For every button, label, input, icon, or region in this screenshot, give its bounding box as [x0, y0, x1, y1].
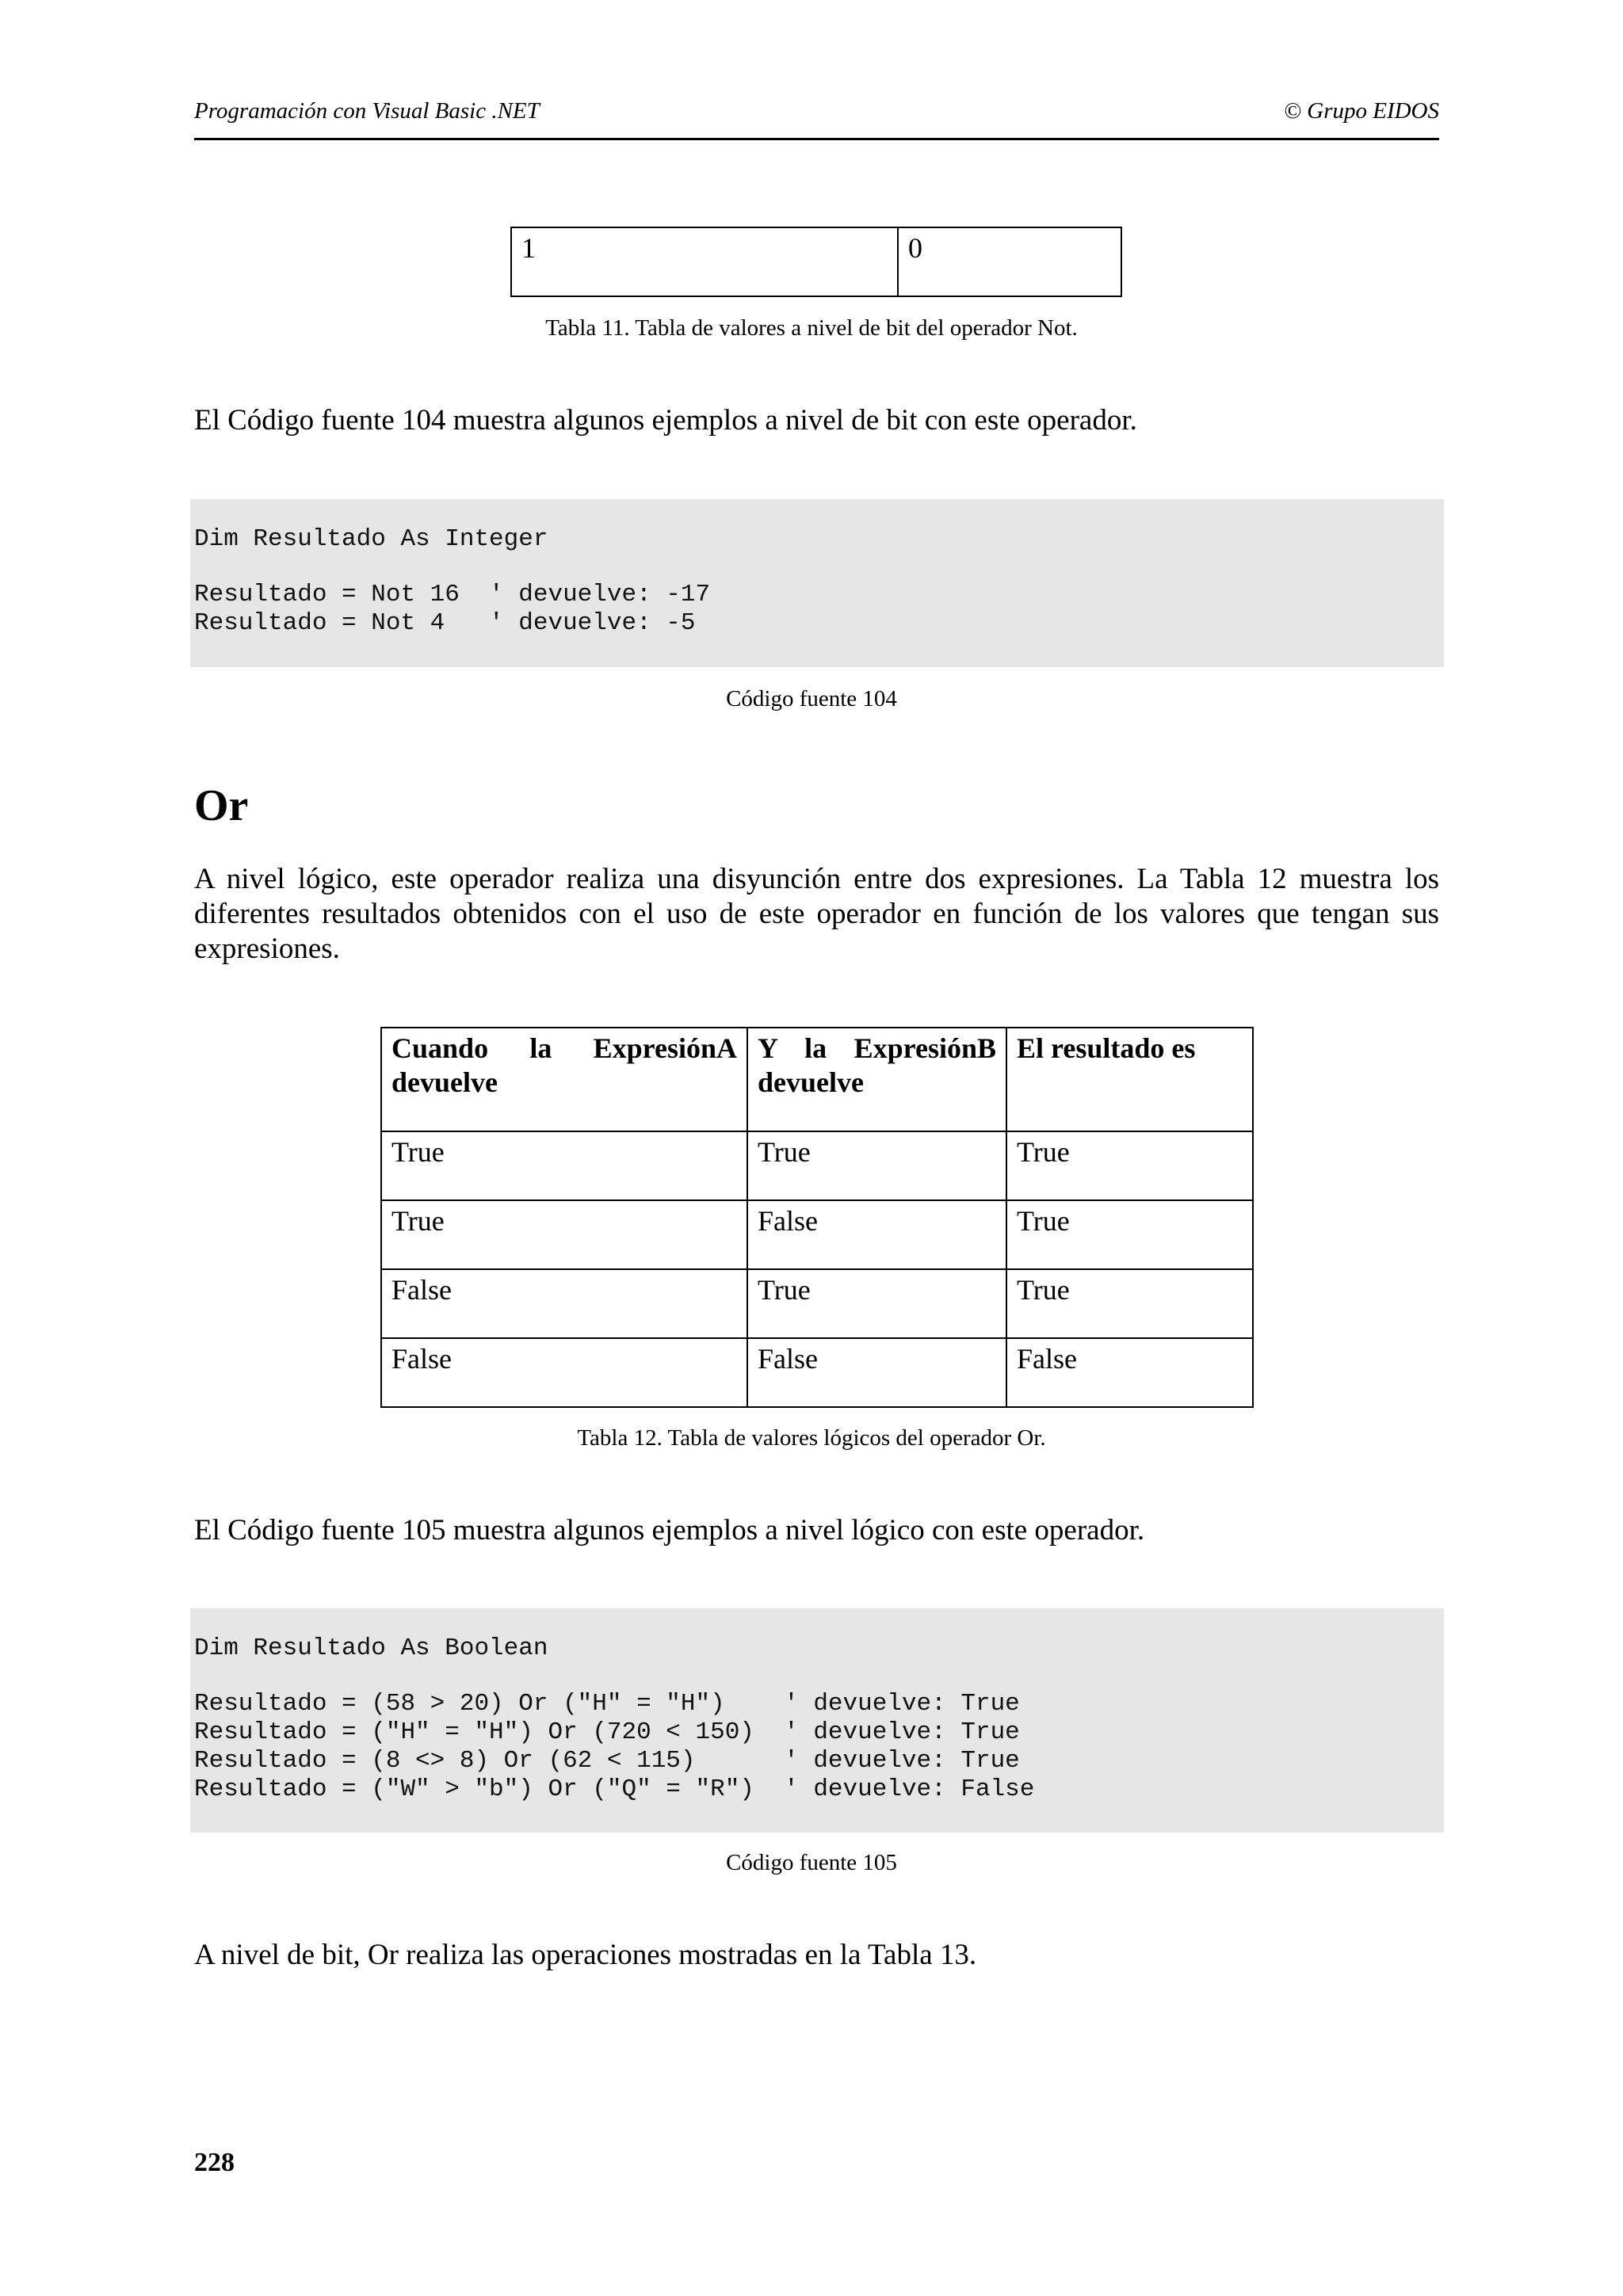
table-header-row [381, 1028, 1253, 1131]
table-cell: True [1006, 1269, 1253, 1338]
paragraph-bit-or: A nivel de bit, Or realiza las operaciones mostradas en la Tabla 13. [194, 1939, 977, 1971]
table-header-cell [381, 1028, 747, 1131]
code-line: Resultado = Not 4 ' devuelve: -5 [194, 609, 696, 637]
table-12-caption: Tabla 12. Tabla de valores lógicos del operador Or. [577, 1425, 1046, 1451]
table-row [381, 1269, 1253, 1338]
table-cell: True [1006, 1200, 1253, 1269]
header-expresion-b: Y la ExpresiónB devuelve [758, 1032, 996, 1098]
table-11-caption: Tabla 11. Tabla de valores a nivel de bit del operador Not. [545, 315, 1078, 341]
code-104-caption: Código fuente 104 [726, 686, 897, 711]
code-block-104 [190, 499, 1444, 667]
code-line: Resultado = ("H" = "H") Or (720 < 150) ' devuelve: True [194, 1718, 1020, 1746]
table-cell: False [1006, 1338, 1253, 1407]
table-cell: True [381, 1131, 747, 1200]
code-line: Resultado = Not 16 ' devuelve: -17 [194, 581, 711, 608]
table-cell: False [747, 1200, 1006, 1269]
table-cell: True [747, 1269, 1006, 1338]
code-line: Resultado = (8 <> 8) Or (62 < 115) ' devuelve: True [194, 1747, 1020, 1775]
section-heading-or: Or [194, 781, 249, 830]
table-cell: False [747, 1338, 1006, 1407]
table-cell: True [1006, 1131, 1253, 1200]
table-12 [380, 1027, 1254, 1408]
table-row [381, 1131, 1253, 1200]
paragraph-codigo-104: El Código fuente 104 muestra algunos ejemplos a nivel de bit con este operador. [194, 404, 1137, 437]
code-line: Dim Resultado As Boolean [194, 1634, 548, 1662]
paragraph-codigo-105: El Código fuente 105 muestra algunos ejemplos a nivel lógico con este operador. [194, 1514, 1145, 1547]
running-header-publisher: © Grupo EIDOS [1283, 98, 1439, 124]
code-line: Resultado = (58 > 20) Or ("H" = "H") ' devuelve: True [194, 1690, 1020, 1718]
page-number: 228 [194, 2148, 235, 2177]
header-expresion-a: Cuando la ExpresiónA devuelve [391, 1032, 737, 1098]
table-cell: 1 [511, 227, 898, 296]
table-cell: 0 [898, 227, 1121, 296]
header-rule [194, 138, 1439, 140]
table-cell: False [381, 1269, 747, 1338]
table-11 [510, 227, 1122, 297]
running-header-title: Programación con Visual Basic .NET [194, 98, 540, 124]
code-line: Dim Resultado As Integer [194, 525, 548, 553]
table-header-cell: El resultado es [1006, 1028, 1253, 1131]
table-cell: True [381, 1200, 747, 1269]
code-line: Resultado = ("W" > "b") Or ("Q" = "R") ' devuelve: False [194, 1775, 1035, 1803]
paragraph-or-intro: A nivel lógico, este operador realiza una disyunción entre dos expresiones. La Tabla 12 muestra los diferentes resultados obtenidos con el uso de este operador en función de los valores que tengan sus expresiones. [194, 863, 1439, 965]
table-row [511, 227, 1121, 296]
table-header-cell [747, 1028, 1006, 1131]
code-block-105 [190, 1608, 1444, 1833]
table-row [381, 1338, 1253, 1407]
table-row [381, 1200, 1253, 1269]
code-105-caption: Código fuente 105 [726, 1850, 897, 1875]
table-cell: True [747, 1131, 1006, 1200]
table-cell: False [381, 1338, 747, 1407]
